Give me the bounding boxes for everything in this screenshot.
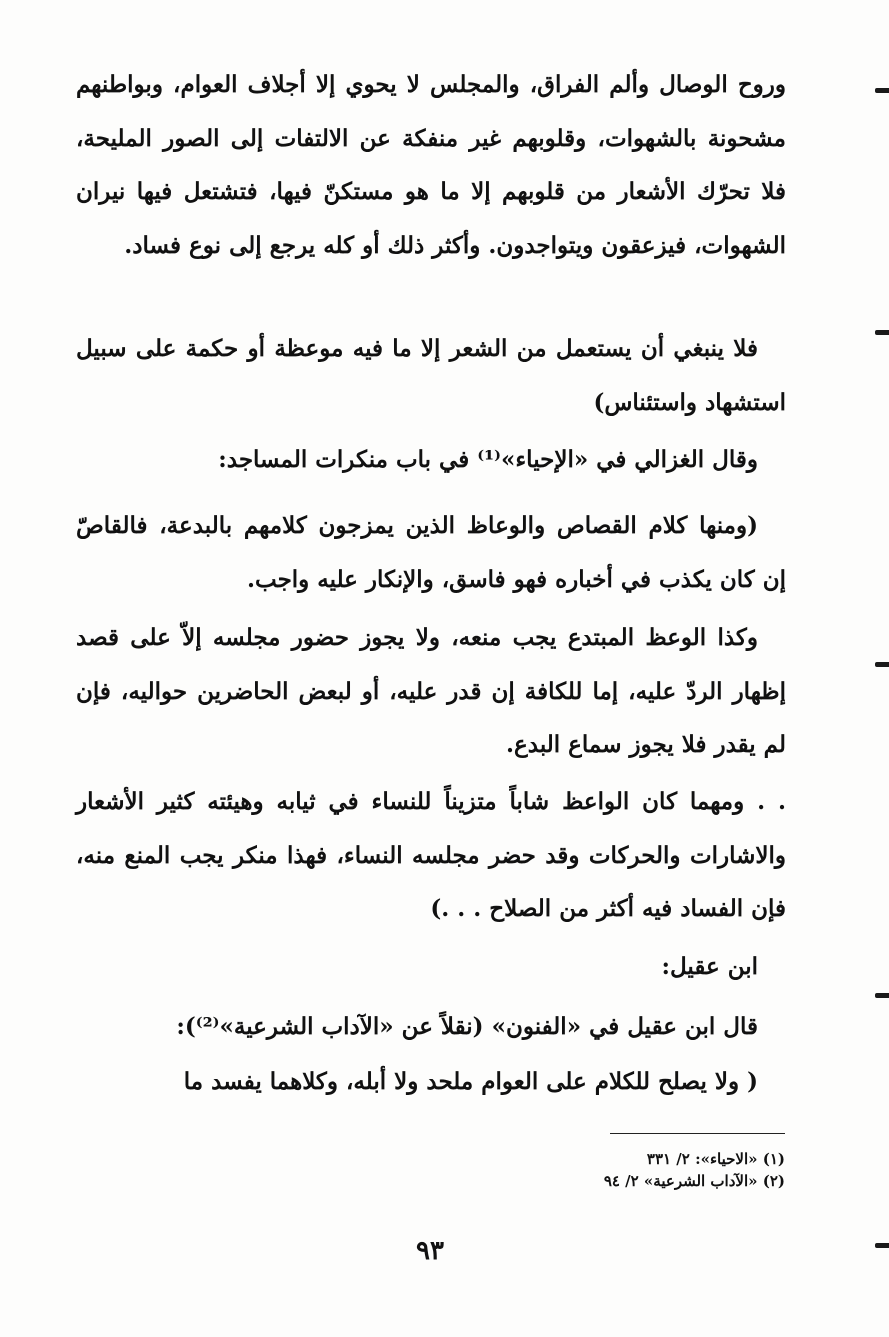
paragraph-quote-storytellers: (ومنها كلام القصاص والوعاظ الذين يمزجون كلامهم بالبدعة، فالقاصّ إن كان يكذب في أخباره فهو فاسق، والإنكار عليه واجب. — [76, 512, 786, 593]
paragraph-young-preacher: . . ومهما كان الواعظ شاباً متزيناً للنساء في ثيابه وهيئته كثير الأشعار والاشارات والحركات وقد حضر مجلسه النساء، فهذا منكر يجب المنع منه، فإن الفساد فيه أكثر من الصلاح . . .) — [76, 788, 786, 922]
edge-mark — [875, 1243, 889, 1248]
footnotes — [470, 1148, 785, 1192]
footnote-separator — [610, 1133, 785, 1134]
paragraph-innovative-preaching: وكذا الوعظ المبتدع يجب منعه، ولا يجوز حضور مجلسه إلاّ على قصد إظهار الردّ عليه، إما للكافة إن قدر عليه، أو لبعض الحاضرين حواليه، فإن لم يقدر فلا يجوز سماع البدع. — [76, 624, 786, 758]
paragraph-ibn-aqil-quote: ( ولا يصلح للكلام على العوام ملحد ولا أبله، وكلاهما يفسد ما — [183, 1068, 758, 1095]
edge-mark — [875, 330, 889, 335]
edge-mark — [875, 993, 889, 998]
paragraph-continuation: وروح الوصال وألم الفراق، والمجلس لا يحوي إلا أجلاف العوام، وبواطنهم مشحونة بالشهوات، وقلوبهم غير منفكة عن الالتفات إلى الصور المليحة، فلا تحرّك الأشعار من قلوبهم إلا ما هو مستكنّ فيها، فتشتعل فيها نيران الشهوات، فيزعقون ويتواجدون. وأكثر ذلك أو كله يرجع إلى نوع فساد. — [76, 71, 786, 259]
page-number: ٩٣ — [416, 1236, 444, 1266]
section-heading: ابن عقيل: — [661, 953, 758, 980]
paragraph-poetry-conclusion: فلا ينبغي أن يستعمل من الشعر إلا ما فيه موعظة أو حكمة على سبيل استشهاد واستئناس) — [76, 335, 786, 416]
edge-mark — [875, 88, 889, 93]
footnote-2: (٢) «الآداب الشرعية» ٢/ ٩٤ — [603, 1172, 785, 1190]
edge-mark — [875, 662, 889, 667]
footnote-1: (١) «الاحياء»: ٢/ ٣٣١ — [646, 1150, 785, 1168]
paragraph-ghazali-intro: وقال الغزالي في «الإحياء»⁽¹⁾ في باب منكرات المساجد: — [218, 446, 758, 473]
paragraph-ibn-aqil-intro: قال ابن عقيل في «الفنون» (نقلاً عن «الآداب الشرعية»⁽²⁾): — [176, 1013, 758, 1040]
